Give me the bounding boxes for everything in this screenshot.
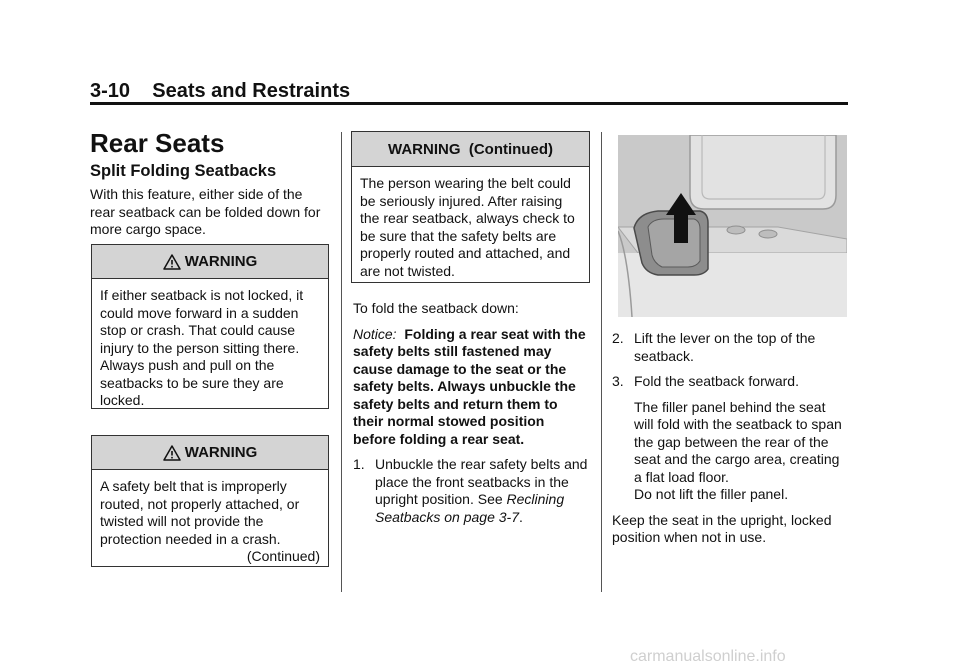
column-divider <box>601 132 602 592</box>
warning-triangle-icon <box>163 254 181 270</box>
warning-text: If either seatback is not locked, it could move forward in a sudden stop or crash. That could cause injury to the person sitting there. Always push and pull on the seatbacks to be sure they are locked. <box>100 287 304 408</box>
cross-reference-link[interactable]: Reclining Seatbacks on page 3-7 <box>375 491 565 525</box>
warning-triangle-icon <box>163 445 181 461</box>
subsection-title: Split Folding Seatbacks <box>90 162 277 180</box>
step-end: . <box>519 508 523 525</box>
notice-text: Folding a rear seat with the safety belts still fastened may cause damage to the seat or the safety belts. Always unbuckle the safety belts and return them to their normal stowed position before folding a rear seat. <box>353 325 586 447</box>
step-body: Unbuckle the rear safety belts and place the front seatbacks in the upright position. See <box>375 456 588 507</box>
warning-label: WARNING <box>184 444 258 461</box>
warning-header <box>352 132 589 167</box>
section-title: Rear Seats <box>90 128 225 158</box>
warning-box <box>91 244 329 409</box>
fold-intro: To fold the seatback down: <box>353 300 519 316</box>
step-text: Lift the lever on the top of the seatback. <box>634 330 816 364</box>
list-item <box>353 456 591 526</box>
step-number: 3. <box>612 373 624 389</box>
notice-paragraph <box>353 326 591 449</box>
step-text: Fold the seatback forward. <box>634 373 799 389</box>
column-divider <box>341 132 342 592</box>
warning-box <box>351 131 590 283</box>
page-header-title: 3-10 Seats and Restraints <box>90 80 351 102</box>
step-detail: The filler panel behind the seat will fold with the seatback to span the gap between the rear of the seat and the cargo area, creating a flat load floor. <box>634 398 842 485</box>
seat-diagram <box>618 135 847 317</box>
step-text <box>375 456 591 526</box>
seatback-lever-illustration <box>618 135 847 317</box>
list-item <box>612 330 848 365</box>
warning-text: The person wearing the belt could be seriously injured. After raising the rear seatback, always check to be sure that the safety belts are properly routed and attached, and are not twisted. <box>360 175 575 279</box>
watermark: carmanualsonline.info <box>630 648 786 665</box>
continued-label: (Continued) <box>246 548 320 564</box>
warning-text: A safety belt that is improperly routed, not properly attached, or twisted will not provide the protection needed in a crash. <box>100 478 300 547</box>
step-detail: Do not lift the filler panel. <box>634 486 789 502</box>
step-number: 2. <box>612 330 624 346</box>
list-item <box>612 373 848 391</box>
warning-header <box>92 245 328 279</box>
warning-label: WARNING (Continued) <box>388 140 553 158</box>
header-rule <box>90 102 848 105</box>
warning-label: WARNING <box>184 253 258 270</box>
warning-header <box>92 436 328 470</box>
step-number: 1. <box>353 456 365 472</box>
closing-paragraph: Keep the seat in the upright, locked position when not in use. <box>612 511 832 545</box>
intro-paragraph: With this feature, either side of the rear seatback can be folded down for more cargo space. <box>90 186 321 237</box>
notice-label: Notice: <box>353 325 397 342</box>
warning-box <box>91 435 329 567</box>
